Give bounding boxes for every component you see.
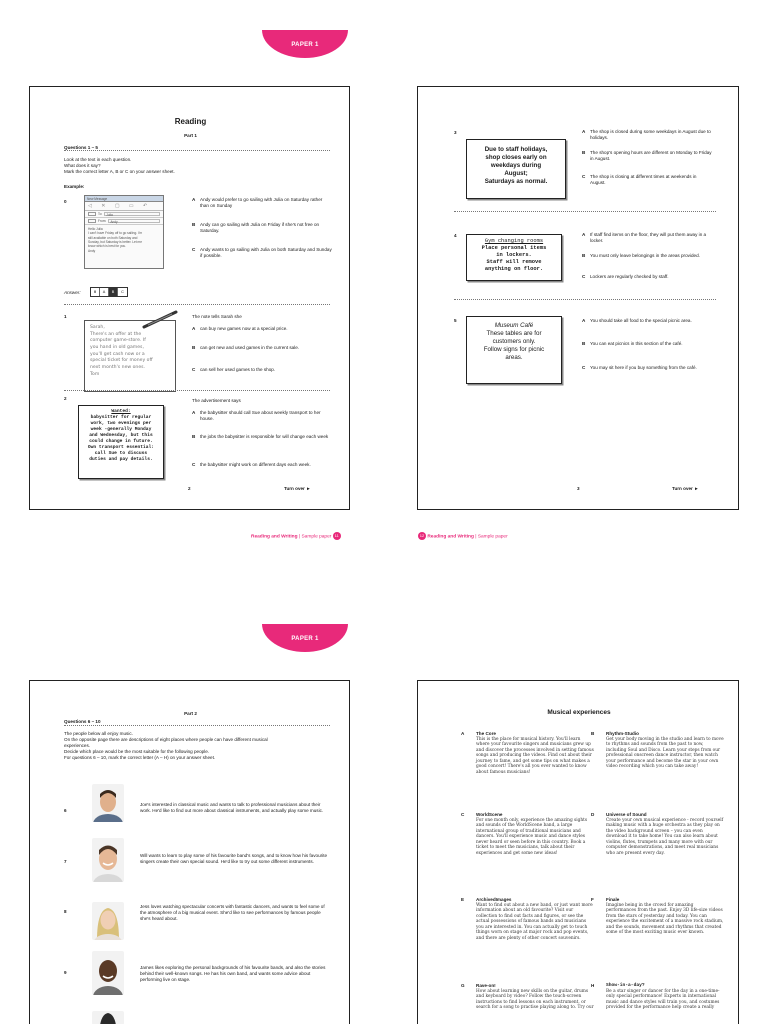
entry-f: F Finale Imagine being in the crowd for amazing performances from the past. Enjoy 3D life-size videos from the stars of yesterday and today. You can experience the excitement of a massive rock stadium, and the sounds, movement and rhythms that created some of the most exciting music ever known. xyxy=(591,897,724,936)
divider xyxy=(64,150,330,151)
entry-e: E ArchivedImages Want to find out about a new band, or just want more information about an old favourite? Visit our collection to find out facts and figures, or see the actual possessions of famous bands and musicians you are interested in. You can actually get to touch things worn on stage at major rock and pop events, and there are plenty of other concert souvenirs. xyxy=(461,897,593,941)
entry-c: C WorldScene For one month only, experience the amazing sights and sounds of the WorldScene band, a large international group of traditional musicians and dancers. You'll experience music and dance styles never heard or seen before in this country. Book a ticket to meet the musicians, talk about their experiences and get some new ideas! xyxy=(461,812,588,856)
question-number: 0 xyxy=(64,199,67,204)
part-label: Part 1 xyxy=(184,133,197,138)
option-c: C You may sit here if you buy something from the café. xyxy=(582,365,697,370)
person-description: Jess loves watching spectacular concerts with fantastic dancers, and wants to feel some of the atmosphere of a big musical event. She'd like to see performances by famous people she's heard about. xyxy=(140,904,325,921)
message-window-title: New Message xyxy=(85,196,163,202)
question-number: 5 xyxy=(454,318,457,323)
person-description: Will wants to learn to play some of his favourite band's songs, and to know how his favourite singers create their own special sound. He'd like to try out some different instruments. xyxy=(140,853,328,864)
divider xyxy=(454,211,716,212)
cafe-notice: Museum Café These tables are for customers only. Follow signs for picnic areas. xyxy=(466,316,562,384)
person-photo xyxy=(92,951,124,995)
message-toolbar-icons: ◁ ✕ ▢ ▭ ↶ xyxy=(85,202,163,211)
gym-notice: Gym changing rooms Place personal items in lockers. Staff will remove anything on floor. xyxy=(466,234,562,281)
option-a: A If staff find items on the floor, they will put them away in a locker. xyxy=(582,232,707,243)
to-field: To: Julia xyxy=(85,211,163,218)
question-number: 2 xyxy=(64,396,67,401)
questions-heading: Questions 6 – 10 xyxy=(64,719,101,724)
person-photo xyxy=(92,1011,124,1024)
option-a: A the babysitter should call Sue about weekly transport to her house. xyxy=(192,410,321,421)
option-a: A The shop is closed during some weekdays in August due to holidays. xyxy=(582,129,711,140)
question-number: 3 xyxy=(454,130,457,135)
person-description: Joe's interested in classical music and wants to talk to professional musicians about their work. He'd like to find out more about classical instruments, and actually play some music. xyxy=(140,802,324,813)
question-stem: The advertisement says xyxy=(192,398,241,403)
question-number: 4 xyxy=(454,233,457,238)
divider xyxy=(64,304,330,305)
page-number-badge: 11 xyxy=(334,533,339,538)
option-c: C Lockers are regularly checked by staff. xyxy=(582,274,669,279)
page-title: Musical experiences xyxy=(547,709,611,716)
entry-h: H Show-in-a-day? Be a star singer or dancer for the day in a one-time-only special performance! Experts in international music and dance styles will train you, and costumes provided for the performance help create a really xyxy=(591,983,720,1011)
question-number: 9 xyxy=(64,970,67,975)
question-number: 6 xyxy=(64,808,67,813)
person-description: James likes exploring the personal backgrounds of his favourite bands, and also the stories behind their well-known songs. He has his own band, and wants some advice about performing live on stage. xyxy=(140,965,326,982)
paper-tab: PAPER 1 xyxy=(262,30,348,58)
questions-heading: Questions 1 – 5 xyxy=(64,145,98,150)
message-body: Hello Julia I can't have Friday off to go sailing. I'm still available on both Saturday and Sunday, but Saturday is better. Let me know which is best for you. Andy xyxy=(88,227,143,253)
footer-link-left[interactable]: Reading and Writing | Sample paper 11 xyxy=(251,533,339,540)
option-b: B You must only leave belongings in the areas provided. xyxy=(582,253,700,258)
footer-link-right[interactable]: 12 Reading and Writing | Sample paper xyxy=(419,533,508,540)
pen-icon xyxy=(142,309,178,329)
turn-over: Turn over ► xyxy=(284,486,311,491)
option-c: C can sell her used games to the shop. xyxy=(192,367,276,372)
question-number: 8 xyxy=(64,909,67,914)
turn-over: Turn over ► xyxy=(672,486,699,491)
paper-tab: PAPER 1 xyxy=(262,624,348,652)
message-window xyxy=(84,195,164,269)
person-photo xyxy=(92,784,124,822)
answer-grid: 0 A B C xyxy=(90,287,128,297)
part-label: Part 2 xyxy=(184,711,197,716)
question-number: 7 xyxy=(64,859,67,864)
option-a: A You should take all food to the special picnic area. xyxy=(582,318,692,323)
option-c: C The shop is closing at different times at weekends in August. xyxy=(582,174,697,185)
option-a: A can buy new games now at a special price. xyxy=(192,326,288,331)
entry-d: D Universe of Sound Create your own musical experience - record yourself making music with a huge orchestra as they play on the video background screen – you can even download it to take home! You can also learn about violins, flutes, trumpets and many more with our computer demonstrations, and meet real musicians who are present every day. xyxy=(591,812,724,856)
page-reading-part1 xyxy=(29,86,350,510)
option-b: B Andy can go sailing with Julia on Friday if she's not free on Saturday. xyxy=(192,222,320,233)
entry-b: B Rhythm-Studio Get your body moving in the studio and learn to move to rhythms and sounds from the past to now, including Soul and Disco. Learn your steps from our professional onscreen dance instructor, then watch your performance and become the star in your own video recording which you can take away! xyxy=(591,731,724,770)
option-b: B The shop's opening hours are different on Monday to Friday in August. xyxy=(582,150,712,161)
instruction-line: Mark the correct letter A, B or C on your answer sheet. xyxy=(64,168,175,174)
option-a: A Andy would prefer to go sailing with Julia on Saturday rather than on Sunday xyxy=(192,197,323,208)
option-c: C Andy wants to go sailing with Julia on both Saturday and Sunday if possible. xyxy=(192,247,332,258)
page-reading-part1-cont xyxy=(417,86,739,510)
page-number-badge: 12 xyxy=(419,533,425,538)
from-field: From: Andy xyxy=(85,218,163,225)
instructions: The people below all enjoy music. On the opposite page there are descriptions of eight places where people can have different musical experiences. Decide which place would be the most suitable for the following people. For questions 6 – 10, mark the correct letter (A – H) on your answer sheet. xyxy=(64,731,268,760)
instructions xyxy=(64,157,175,175)
babysitter-advert: Wanted: babysitter for regular work, two evenings per week -generally Monday and Wednesday, but this could change in future. Own transport essential: call Sue to discuss duties and pay details. xyxy=(78,405,164,479)
divider xyxy=(454,299,716,300)
entry-g: G Rave-on! How about learning new skills on the guitar, drums and keyboard by video? Follow the touch-screen instructions to find lessons on each instrument, or search for a song to practise playing along to. Try our xyxy=(461,983,594,1011)
person-photo xyxy=(92,838,124,882)
instruction-line: Look at the text in each question. xyxy=(64,157,132,162)
answer-label: Answer: xyxy=(64,290,81,295)
option-c: C the babysitter might work on different days each week. xyxy=(192,462,311,467)
option-b: B can get new and used games in the current sale. xyxy=(192,345,300,350)
divider xyxy=(64,390,330,391)
question-number: 1 xyxy=(64,314,67,319)
divider xyxy=(64,725,330,726)
page-number: 2 xyxy=(188,486,191,491)
option-b: B You can eat picnics in this section of the café. xyxy=(582,341,683,346)
page-reading-part2 xyxy=(29,680,350,1024)
person-photo xyxy=(92,902,124,940)
shop-notice: Due to staff holidays, shop closes early on weekdays during August; Saturdays as normal. xyxy=(466,139,566,199)
question-stem: The note tells Sarah she xyxy=(192,314,242,319)
entry-a: A The Core This is the place for musical history. You'll learn where your favourite singers and musicians grew up and discover the processes involved in setting famous songs and producing the videos. Find out about their journey to fame, and get some tips on what makes a good concert! There's all you ever wanted to know about famous musicians! xyxy=(461,731,594,775)
option-b: B the jobs the babysitter is responsible for will change each week xyxy=(192,434,329,439)
instruction-line: What does it say? xyxy=(64,162,101,168)
page-musical-experiences xyxy=(417,680,739,1024)
handwritten-note: Sarah, There's an offer at the computer game-store. If you hand in old games, you'll get cash now or a special ticket for money off next month's new ones. Tom xyxy=(84,320,176,392)
example-label: Example: xyxy=(64,184,85,189)
page-number: 3 xyxy=(577,486,580,491)
page-title: Reading xyxy=(174,117,207,126)
